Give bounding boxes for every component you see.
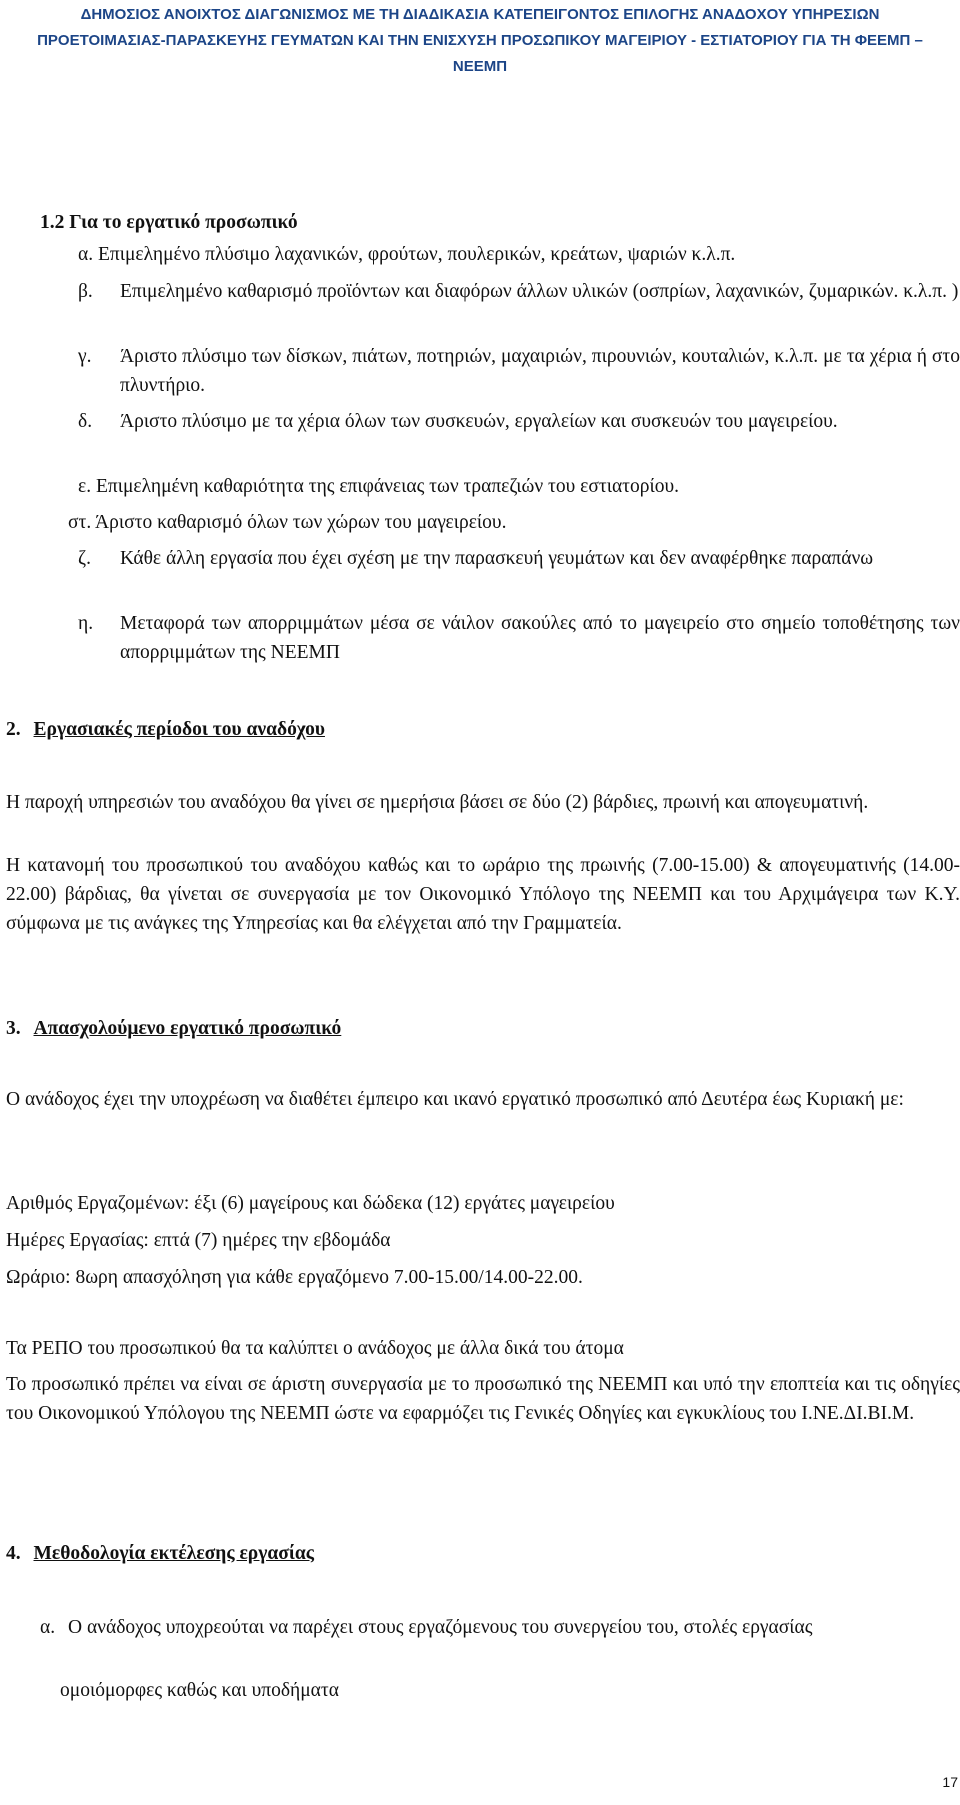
list-item-text: Άριστο πλύσιμο με τα χέρια όλων των συσκευών, εργαλείων και συσκευών του μαγειρείου. [120,411,838,432]
section-3-heading [6,1014,341,1043]
list-item [68,508,948,537]
page-number: 17 [942,1774,958,1790]
list-item-text: Επιμελημένο καθαρισμό προϊόντων και διαφόρων άλλων υλικών (οσπρίων, λαχανικών, ζυμαρικών. κ.λ.π. ) [120,281,959,302]
list-item-text: Ο ανάδοχος υποχρεούται να παρέχει στους εργαζόμενους του συνεργείου του, στολές εργασίας [68,1617,813,1638]
section-1-2-title: 1.2 Για το εργατικό προσωπικό [40,212,298,233]
work-days: Ημέρες Εργασίας: επτά (7) ημέρες την εβδομάδα [6,1230,391,1251]
list-item-continuation: ομοιόμορφες καθώς και υποδήματα [60,1680,339,1701]
list-item-label: στ. [68,512,92,533]
list-item-text: Μεταφορά των απορριμμάτων μέσα σε νάιλον σακούλες από το μαγειρείο στο σημείο τοποθέτησης των απορριμμάτων της ΝΕΕΜΠ [120,613,960,663]
list-item-label: α. [78,244,94,265]
paragraph: Το προσωπικό πρέπει να είναι σε άριστη συνεργασία με το προσωπικό της ΝΕΕΜΠ και υπό την εποπτεία και τις οδηγίες του Οικονομικού Υπόλογου της ΝΕΕΜΠ ώστε να εφαρμόζει τις Γενικές Οδηγίες και εγκυκλίους του Ι.ΝΕ.ΔΙ.ΒΙ.Μ. [6,1374,960,1424]
list-item [78,472,958,501]
list-item [40,1613,960,1642]
paragraph: Τα ΡΕΠΟ του προσωπικού θα τα καλύπτει ο ανάδοχος με άλλα δικά του άτομα [6,1338,624,1359]
list-item [78,407,960,436]
header-line-2: ΠΡΟΕΤΟΙΜΑΣΙΑΣ-ΠΑΡΑΣΚΕΥΗΣ ΓΕΥΜΑΤΩΝ ΚΑΙ ΤΗΝ ΕΝΙΣΧΥΣΗ ΠΡΟΣΩΠΙΚΟΥ ΜΑΓΕΙΡΙΟΥ - ΕΣΤΙΑΤΟΡΙΟΥ ΓΙΑ ΤΗ ΦΕΕΜΠ – [37,32,923,49]
list-item-text: Κάθε άλλη εργασία που έχει σχέση με την παρασκευή γευμάτων και δεν αναφέρθηκε παραπάνω [120,548,874,569]
list-item-label: γ. [78,346,92,367]
section-title: Εργασιακές περίοδοι του αναδόχου [33,719,325,740]
section-number: 4. [6,1543,21,1564]
list-item [78,277,960,306]
work-hours: Ωράριο: 8ωρη απασχόληση για κάθε εργαζόμενο 7.00-15.00/14.00-22.00. [6,1267,583,1288]
list-item-label: α. [40,1617,56,1638]
section-title: Μεθοδολογία εκτέλεσης εργασίας [33,1543,314,1564]
list-item [78,609,960,667]
list-item-label: ε. [78,476,92,497]
list-item [78,342,960,400]
header-line-1: ΔΗΜΟΣΙΟΣ ΑΝΟΙΧΤΟΣ ΔΙΑΓΩΝΙΣΜΟΣ ΜΕ ΤΗ ΔΙΑΔΙΚΑΣΙΑ ΚΑΤΕΠΕΙΓΟΝΤΟΣ ΕΠΙΛΟΓΗΣ ΑΝΑΔΟΧΟΥ ΥΠΗΡΕΣΙΩΝ [80,6,880,23]
section-2-heading [6,715,325,744]
section-number: 3. [6,1018,21,1039]
document-header [0,2,960,80]
list-item [78,544,960,573]
list-item-label: β. [78,281,93,302]
list-item-text: Άριστο καθαρισμό όλων των χώρων του μαγειρείου. [95,512,507,533]
list-item-label: η. [78,613,94,634]
paragraph: Η παροχή υπηρεσιών του αναδόχου θα γίνει σε ημερήσια βάσει σε δύο (2) βάρδιες, πρωινή και απογευματινή. [6,792,869,813]
list-item-text: Επιμελημένη καθαριότητα της επιφάνειας των τραπεζιών του εστιατορίου. [95,476,680,497]
list-item-text: Άριστο πλύσιμο των δίσκων, πιάτων, ποτηριών, μαχαιριών, πιρουνιών, κουταλιών, κ.λ.π. με τα χέρια ή στο πλυντήριο. [120,346,960,396]
list-item [78,240,958,269]
list-item-label: δ. [78,411,93,432]
section-number: 2. [6,719,21,740]
list-item-label: ζ. [78,548,91,569]
paragraph: Η κατανομή του προσωπικού του αναδόχου καθώς και το ωράριο της πρωινής (7.00-15.00) & απογευματινής (14.00-22.00) βάρδιας, θα γίνεται σε συνεργασία με τον Οικονομικό Υπόλογο της ΝΕΕΜΠ και του Αρχιμάγειρα των Κ.Υ. σύμφωνα με τις ανάγκες της Υπηρεσίας και θα ελέγχεται από την Γραμματεία. [6,855,960,934]
list-item-text: Επιμελημένο πλύσιμο λαχανικών, φρούτων, πουλερικών, κρεάτων, ψαριών κ.λ.π. [97,244,736,265]
paragraph: Ο ανάδοχος έχει την υποχρέωση να διαθέτει έμπειρο και ικανό εργατικό προσωπικό από Δευτέρα έως Κυριακή με: [6,1089,904,1110]
section-4-heading [6,1539,314,1568]
section-title: Απασχολούμενο εργατικό προσωπικό [33,1018,342,1039]
header-line-3: ΝΕΕΜΠ [452,58,508,75]
staff-count: Αριθμός Εργαζομένων: έξι (6) μαγείρους και δώδεκα (12) εργάτες μαγειρείου [6,1193,615,1214]
